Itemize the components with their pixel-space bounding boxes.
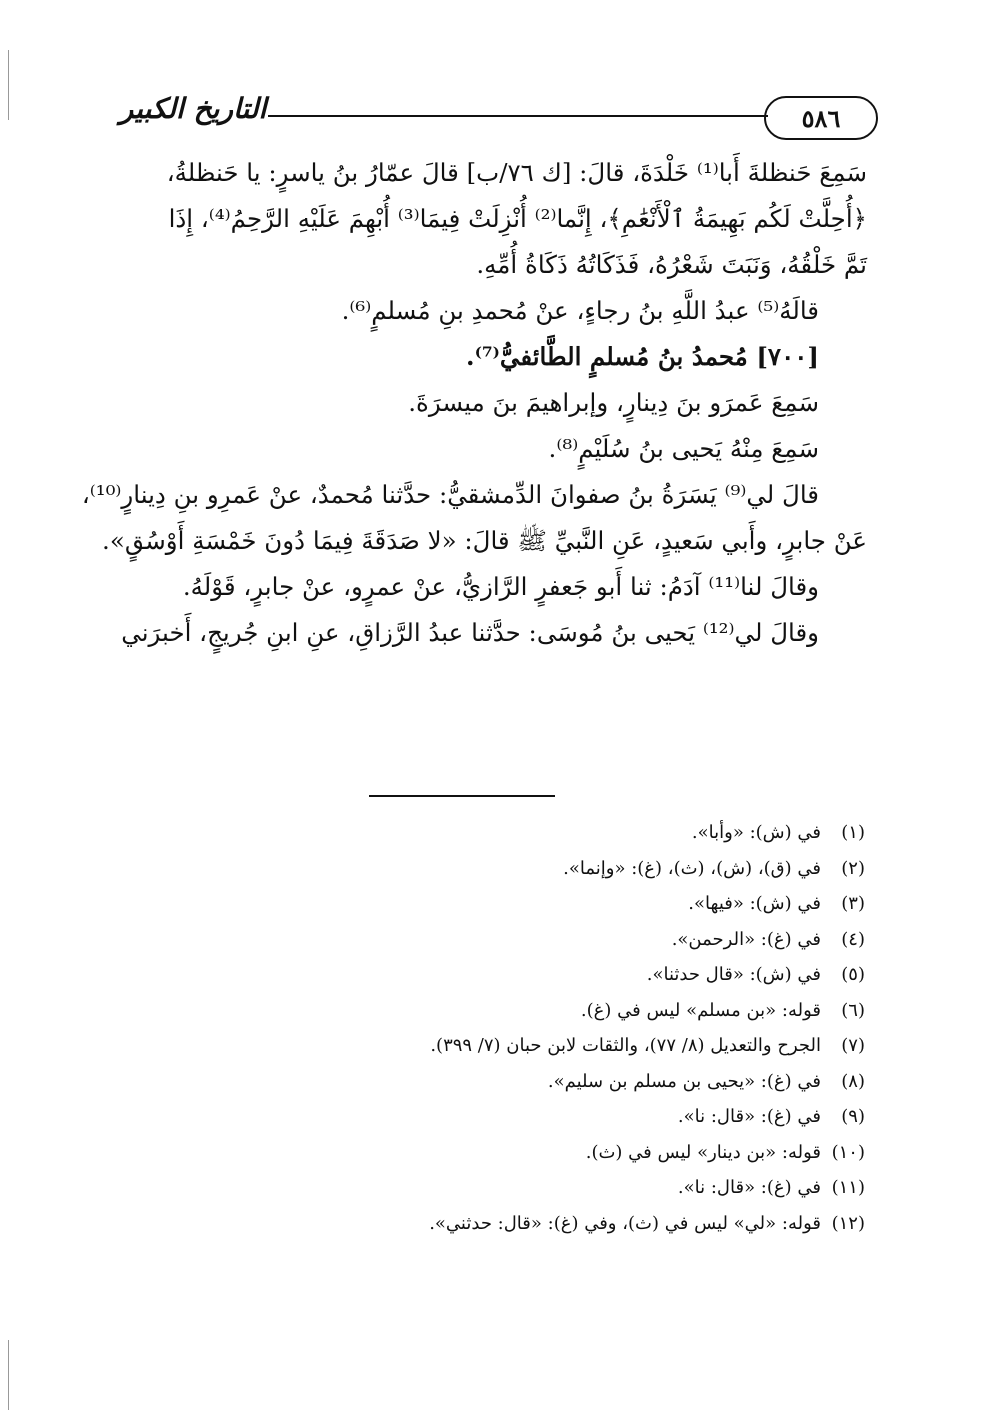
book-title: التاريخ الكبير (119, 92, 267, 125)
footnote-number: (٧) (841, 1035, 865, 1056)
footnote-number: (٥) (841, 964, 865, 985)
footnote-number: (١٢) (831, 1212, 865, 1234)
footnote-text: قوله: «لي» ليس في (ث)، وفي (غ): «قال: حدثني». (429, 1212, 821, 1234)
footnote (115, 922, 865, 958)
page-number: ٥٨٦ (801, 103, 841, 133)
page-header (118, 88, 878, 148)
text-line: سَمِعَ مِنْهُ يَحيى بنُ سُلَيْمٍ⁽⁸⁾. (548, 434, 819, 463)
footnote (115, 957, 865, 993)
page-edge-line-top (8, 50, 9, 120)
footnote-number: (٩) (841, 1106, 865, 1127)
text-line: قالَهُ⁽⁵⁾ عبدُ اللَّهِ بنُ رجاءٍ، عنْ مُحمدِ بنِ مُسلمٍ⁽⁶⁾. (341, 296, 819, 325)
footnote (115, 993, 865, 1029)
footnote-number: (٦) (841, 999, 865, 1021)
footnote (115, 851, 865, 887)
footnote-number: (٤) (841, 928, 865, 950)
entry-heading: [٧٠٠] مُحمدُ بنُ مُسلمٍ الطَّائفيُّ⁽⁷⁾. (466, 342, 819, 371)
footnote (115, 815, 865, 851)
footnote (115, 1206, 865, 1242)
footnote (115, 1028, 865, 1064)
footnote (115, 1099, 865, 1135)
text-line: وقالَ لنا⁽¹¹⁾ آدَمُ: ثنا أَبو جَعفرٍ الرَّازيُّ، عنْ عمرٍو، عنْ جابرٍ، قَوْلَهُ. (182, 572, 819, 601)
text-line: ﴿أُحِلَّتْ لَكُم بَهِيمَةُ ٱلْأَنْعَٰمِ﴾، إِنَّما⁽²⁾ أُنْزِلَتْ فِيمَا⁽³⁾ أُبْهِمَ عَلَيْهِ الرَّحِمُ⁽⁴⁾، إِذَا (168, 204, 867, 233)
footnote-text: في (ش): «قال حدثنا». (646, 964, 821, 985)
footnote (115, 1170, 865, 1206)
footnote-text: في (غ): «قال: نا». (677, 1177, 821, 1198)
header-rule (268, 115, 768, 117)
text-line: سَمِعَ عَمرَو بنَ دِينارٍ، وإبراهيمَ بنَ ميسرَةَ. (408, 388, 819, 417)
footnote-text: قوله: «بن دينار» ليس في (ث). (585, 1141, 821, 1163)
footnote-text: في (غ): «الرحمن». (671, 928, 821, 950)
footnotes (115, 815, 865, 1241)
footnote-text: قوله: «بن مسلم» ليس في (غ). (580, 999, 821, 1021)
footnote-number: (١١) (831, 1177, 865, 1198)
footnote (115, 1064, 865, 1100)
footnote-text: في (ش): «فيها». (688, 893, 821, 914)
footnote (115, 1135, 865, 1171)
footnote (115, 886, 865, 922)
footnote-text: في (غ): «قال: نا». (677, 1106, 821, 1127)
page-edge-line-bottom (8, 1340, 9, 1410)
text-line: تَمَّ خَلْقُهُ، وَنَبَتَ شَعْرُهُ، فَذَكَاتُهُ ذَكَاةُ أُمِّهِ. (476, 250, 867, 279)
footnote-text: في (غ): «يحيى بن مسلم بن سليم». (547, 1070, 821, 1092)
footnote-number: (٨) (841, 1070, 865, 1092)
page-number-badge (764, 96, 878, 140)
footnote-divider (369, 795, 555, 797)
text-line: وقالَ لي⁽¹²⁾ يَحيى بنُ مُوسَى: حدَّثنا عبدُ الرَّزاقِ، عنِ ابنِ جُريجٍ، أَخبرَني (121, 618, 819, 647)
footnote-text: الجرح والتعديل (٨/ ٧٧)، والثقات لابن حبان (٧/ ٣٩٩). (430, 1035, 821, 1056)
text-line: قالَ لي⁽⁹⁾ يَسَرَةُ بنُ صفوانَ الدِّمشقيُّ: حدَّثنا مُحمدٌ، عنْ عَمرِو بنِ دِينارٍ⁽¹⁰⁾، (81, 480, 819, 509)
footnote-number: (٢) (841, 857, 865, 879)
footnote-number: (١) (841, 822, 865, 843)
footnote-text: في (ق)، (ش)، (ث)، (غ): «وإنما». (563, 857, 821, 879)
footnote-number: (٣) (841, 893, 865, 914)
main-text (81, 150, 867, 656)
footnote-text: في (ش): «وأبا». (691, 822, 821, 843)
text-line: عَنْ جابرٍ، وأَبي سَعيدٍ، عَنِ النَّبيِّ ﷺ قالَ: «لا صَدَقَةَ فِيمَا دُونَ خَمْسَةِ أَوْسُقٍ». (102, 526, 867, 555)
footnote-number: (١٠) (831, 1141, 865, 1163)
text-line: سَمِعَ حَنظلةَ أَبا⁽¹⁾ خَلْدَةَ، قالَ: [ك ٧٦/ب] قالَ عمّارُ بنُ ياسرٍ: يا حَنظلةُ، (166, 158, 867, 187)
